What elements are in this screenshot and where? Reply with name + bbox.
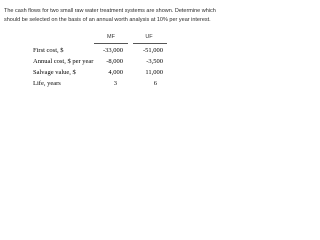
cash-flow-table: [33, 29, 178, 93]
row-label: Annual cost, $ per year: [33, 58, 94, 65]
header-rule-mf: [94, 43, 128, 44]
row-label: Salvage value, $: [33, 69, 76, 76]
row-label: First cost, $: [33, 47, 64, 54]
header-rule-uf: [133, 43, 167, 44]
uf-value: -51,000: [142, 47, 163, 54]
column-header-uf: UF: [145, 34, 153, 40]
mf-value: -33,000: [102, 47, 123, 54]
uf-value: -3,500: [146, 58, 163, 65]
table-row-salvage-value: [33, 67, 178, 78]
problem-statement-line-2: should be selected on the basis of an annual worth analysis at 10% per year interest.: [4, 17, 211, 23]
column-header-mf: MF: [107, 34, 115, 40]
problem-statement: [4, 7, 216, 25]
mf-value: 3: [113, 80, 117, 87]
mf-value: -8,000: [106, 58, 123, 65]
table-row-annual-cost: [33, 56, 178, 67]
uf-value: 11,000: [145, 69, 163, 76]
uf-value: 6: [153, 80, 157, 87]
problem-statement-line-1: The cash flows for two small raw water treatment systems are shown. Determine which: [4, 8, 216, 14]
row-label: Life, years: [33, 80, 61, 87]
mf-value: 4,000: [108, 69, 123, 76]
table-row-life: [33, 78, 178, 89]
table-row-first-cost: [33, 45, 178, 56]
